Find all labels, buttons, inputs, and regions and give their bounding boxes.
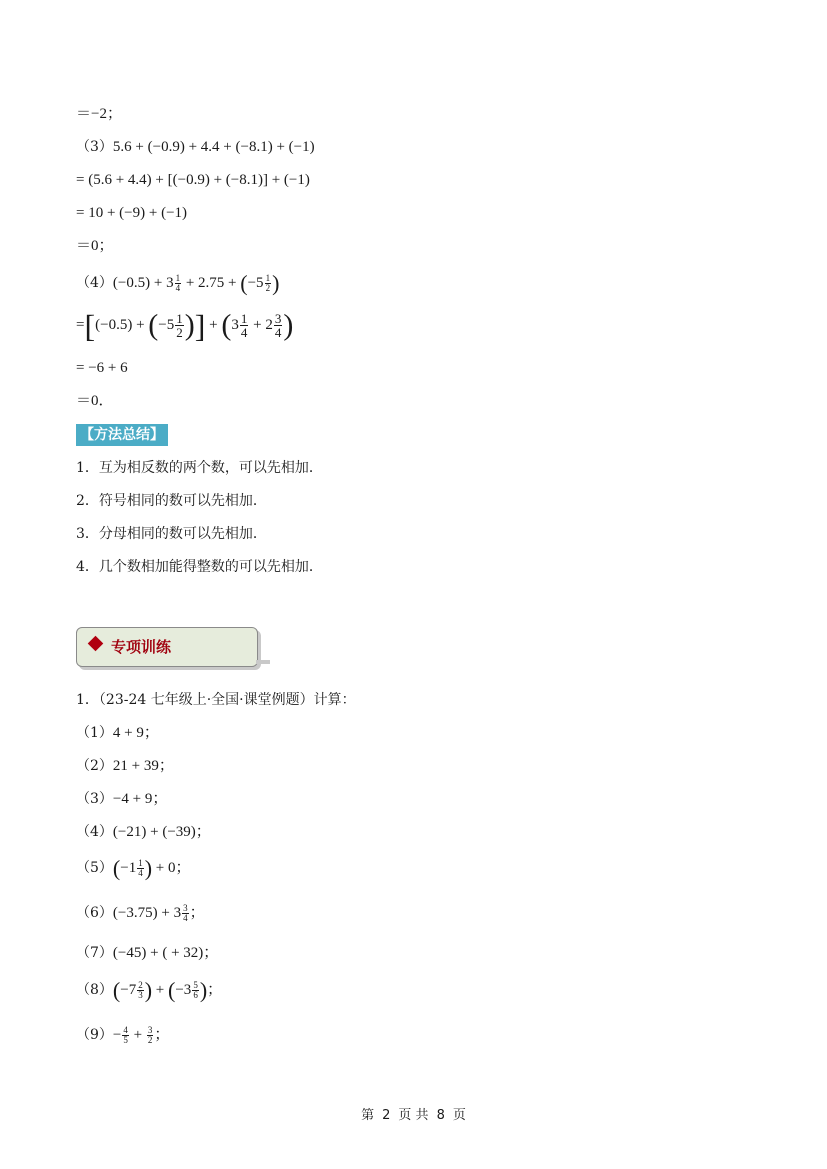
solution-line: ＝0． bbox=[76, 393, 114, 409]
total-pages: 8 bbox=[436, 1108, 445, 1123]
solution-line: = −6 + 6 bbox=[76, 360, 128, 376]
exercise-item: （7）(−45) + ( + 32)； bbox=[76, 945, 219, 961]
exercise-item: （8）(−7 $\frac{2}{3}$ ) + (−3 $\frac{5}{6}$ )； bbox=[76, 977, 223, 1003]
page-footer: 第 2 页 共 8 页 bbox=[361, 1108, 466, 1123]
exercise-item: （2）21 + 39； bbox=[76, 758, 174, 774]
solution-line bbox=[76, 270, 280, 296]
fraction: $\frac{4}{5}$ bbox=[123, 1025, 128, 1046]
solution-line: ＝−2； bbox=[76, 106, 122, 122]
exercise-item: （1）4 + 9； bbox=[76, 725, 159, 741]
fraction: $\frac{1}{4}$ bbox=[240, 311, 248, 340]
fraction: $\frac{3}{2}$ bbox=[147, 1025, 153, 1046]
fraction: $\frac{3}{4}$ bbox=[183, 903, 188, 924]
page-number: 2 bbox=[382, 1108, 391, 1123]
part-label: （3） bbox=[76, 139, 113, 155]
fraction: $\frac{1}{4}$ bbox=[175, 273, 181, 294]
part-label: （4） bbox=[76, 275, 113, 291]
exercise-item: （5）(−1 $\frac{1}{4}$ ) + 0； bbox=[76, 855, 191, 881]
summary-item: 1．互为相反数的两个数，可以先相加． bbox=[76, 460, 323, 476]
solution-line bbox=[76, 137, 315, 157]
fraction: $\frac{3}{4}$ bbox=[274, 311, 282, 340]
fraction: $\frac{1}{4}$ bbox=[138, 858, 143, 879]
method-summary-tag: 【方法总结】 bbox=[76, 424, 168, 446]
summary-item: 2．符号相同的数可以先相加． bbox=[76, 493, 267, 509]
summary-item: 4．几个数相加能得整数的可以先相加． bbox=[76, 559, 323, 575]
fraction: $\frac{2}{3}$ bbox=[138, 980, 143, 1001]
expression: (−0.5) + 3 $\frac{1}{4}$ + 2.75 + (−5 $\frac{1}{2}$ ) bbox=[112, 270, 280, 296]
exercise-item: （9）− $\frac{4}{5}$ + $\frac{3}{2}$ ； bbox=[76, 1025, 170, 1046]
solution-line: = 10 + (−9) + (−1) bbox=[76, 205, 188, 221]
fraction: $\frac{5}{6}$ bbox=[193, 980, 198, 1001]
banner-shadow bbox=[256, 660, 270, 664]
solution-line: ＝0； bbox=[76, 238, 114, 254]
solution-line: =[(−0.5) + (−5 $\frac{1}{2}$ )] + (3 $\frac{1}{4}$ + 2 $\frac{3}{4}$ ) bbox=[76, 307, 294, 344]
solution-line: = (5.6 + 4.4) + [(−0.9) + (−8.1)] + (−1) bbox=[76, 172, 310, 188]
exercise-intro: 1．（23-24 七年级上·全国·课堂例题）计算： bbox=[76, 692, 356, 708]
fraction: $\frac{1}{2}$ bbox=[265, 273, 271, 294]
section-title: 专项训练 bbox=[111, 638, 172, 656]
summary-item: 3．分母相同的数可以先相加． bbox=[76, 526, 267, 542]
fraction: $\frac{1}{2}$ bbox=[176, 311, 183, 340]
diamond-icon bbox=[88, 636, 104, 652]
expression: 5.6 + (−0.9) + 4.4 + (−8.1) + (−1) bbox=[112, 139, 315, 155]
exercise-item: （3）−4 + 9； bbox=[76, 791, 168, 807]
section-banner bbox=[76, 627, 258, 667]
exercise-item: （6）(−3.75) + 3 $\frac{3}{4}$ ； bbox=[76, 903, 205, 924]
exercise-item: （4）(−21) + (−39)； bbox=[76, 824, 211, 840]
